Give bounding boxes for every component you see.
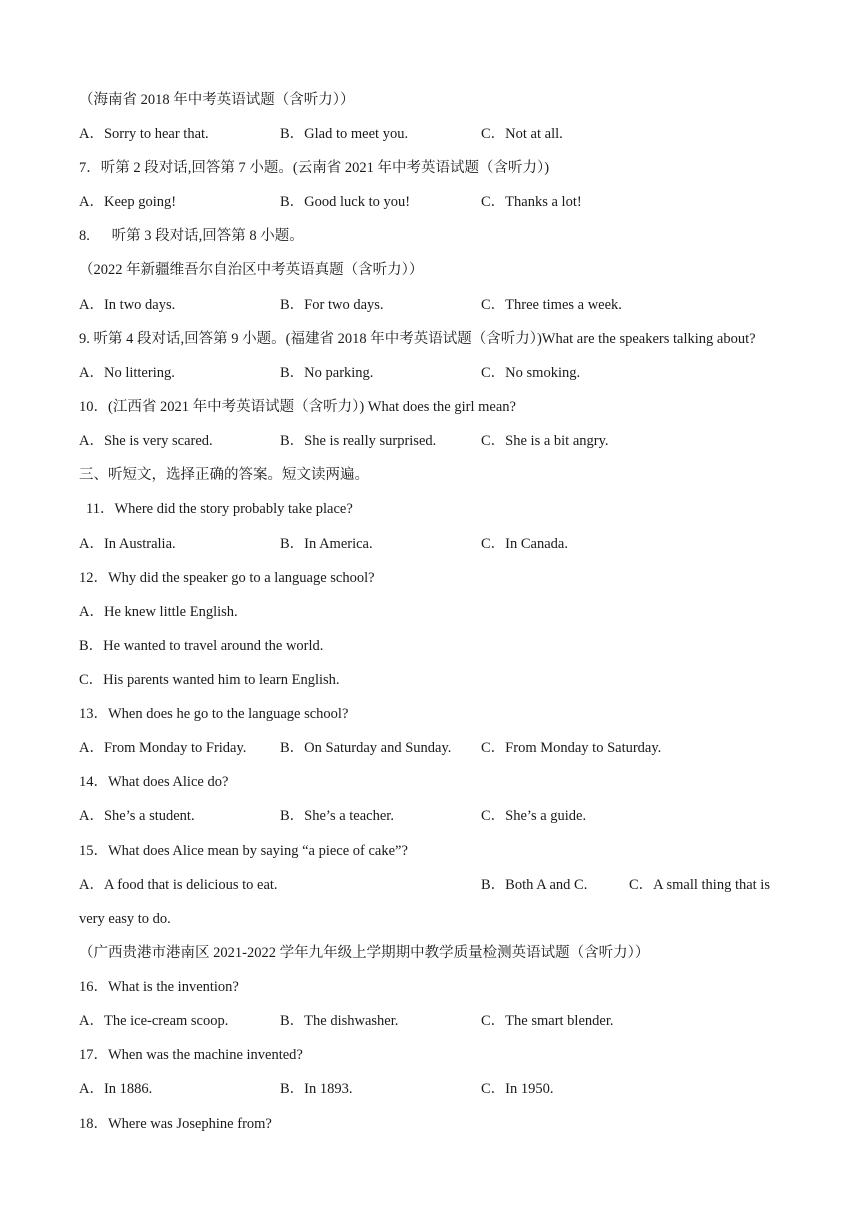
q11-option-a: A．In Australia. bbox=[79, 536, 176, 552]
q10-option-a: A．She is very scared. bbox=[79, 433, 213, 449]
q11-option-b: B．In America. bbox=[280, 536, 373, 552]
question-17: 17．When was the machine invented? bbox=[79, 1047, 303, 1063]
q15-option-c: C．A small thing that is bbox=[629, 877, 770, 893]
q10-option-c: C．She is a bit angry. bbox=[481, 433, 609, 449]
q13-option-b: B．On Saturday and Sunday. bbox=[280, 740, 452, 756]
q15-option-a: A．A food that is delicious to eat. bbox=[79, 877, 278, 893]
question-8: 8. 听第 3 段对话,回答第 8 小题。 bbox=[79, 228, 304, 244]
q8-option-b: B．For two days. bbox=[280, 297, 384, 313]
q15-option-b: B．Both A and C. bbox=[481, 877, 588, 893]
q9-option-a: A．No littering. bbox=[79, 365, 175, 381]
q14-option-c: C．She’s a guide. bbox=[481, 808, 587, 824]
question-15: 15．What does Alice mean by saying “a piece of cake”? bbox=[79, 843, 408, 859]
question-13: 13．When does he go to the language school? bbox=[79, 706, 349, 722]
q11-option-c: C．In Canada. bbox=[481, 536, 568, 552]
q16-option-a: A．The ice-cream scoop. bbox=[79, 1013, 229, 1029]
question-11: 11．Where did the story probably take place? bbox=[86, 501, 353, 517]
q10-option-b: B．She is really surprised. bbox=[280, 433, 437, 449]
q12-option-c: C．His parents wanted him to learn English. bbox=[79, 672, 340, 688]
question-12: 12．Why did the speaker go to a language school? bbox=[79, 570, 375, 586]
q13-option-c: C．From Monday to Saturday. bbox=[481, 740, 662, 756]
source-note-xinjiang-2022: （2022 年新疆维吾尔自治区中考英语真题（含听力）） bbox=[79, 262, 424, 278]
q13-option-a: A．From Monday to Friday. bbox=[79, 740, 247, 756]
question-7: 7．听第 2 段对话,回答第 7 小题。(云南省 2021 年中考英语试题（含听力）) bbox=[79, 160, 550, 176]
q16-option-c: C．The smart blender. bbox=[481, 1013, 614, 1029]
q8-option-c: C．Three times a week. bbox=[481, 297, 622, 313]
q12-option-b: B．He wanted to travel around the world. bbox=[79, 638, 324, 654]
section-3-heading: 三、听短文，选择正确的答案。短文读两遍。 bbox=[79, 467, 369, 483]
source-note-hainan-2018: （海南省 2018 年中考英语试题（含听力）） bbox=[79, 92, 355, 108]
question-10: 10．(江西省 2021 年中考英语试题（含听力）) What does the girl mean? bbox=[79, 399, 516, 415]
question-16: 16．What is the invention? bbox=[79, 979, 239, 995]
q14-option-b: B．She’s a teacher. bbox=[280, 808, 394, 824]
q17-option-b: B．In 1893. bbox=[280, 1081, 353, 1097]
q7-option-c: C．Thanks a lot! bbox=[481, 194, 582, 210]
q9-option-b: B．No parking. bbox=[280, 365, 374, 381]
q14-option-a: A．She’s a student. bbox=[79, 808, 195, 824]
q16-option-b: B．The dishwasher. bbox=[280, 1013, 399, 1029]
q7-option-b: B．Good luck to you! bbox=[280, 194, 411, 210]
question-14: 14．What does Alice do? bbox=[79, 774, 229, 790]
q17-option-c: C．In 1950. bbox=[481, 1081, 554, 1097]
q15-option-c-continued: very easy to do. bbox=[79, 911, 171, 927]
source-note-guangxi: （广西贵港市港南区 2021-2022 学年九年级上学期期中教学质量检测英语试题（含听力）） bbox=[79, 945, 650, 961]
q7-option-a: A．Keep going! bbox=[79, 194, 177, 210]
question-9: 9. 听第 4 段对话,回答第 9 小题。(福建省 2018 年中考英语试题（含听力）)What are the speakers talking about? bbox=[79, 331, 756, 347]
q6-option-b: B．Glad to meet you. bbox=[280, 126, 409, 142]
question-18: 18．Where was Josephine from? bbox=[79, 1116, 272, 1132]
q6-option-c: C．Not at all. bbox=[481, 126, 563, 142]
q17-option-a: A．In 1886. bbox=[79, 1081, 153, 1097]
q6-option-a: A．Sorry to hear that. bbox=[79, 126, 209, 142]
q12-option-a: A．He knew little English. bbox=[79, 604, 238, 620]
q9-option-c: C．No smoking. bbox=[481, 365, 581, 381]
q8-option-a: A．In two days. bbox=[79, 297, 176, 313]
